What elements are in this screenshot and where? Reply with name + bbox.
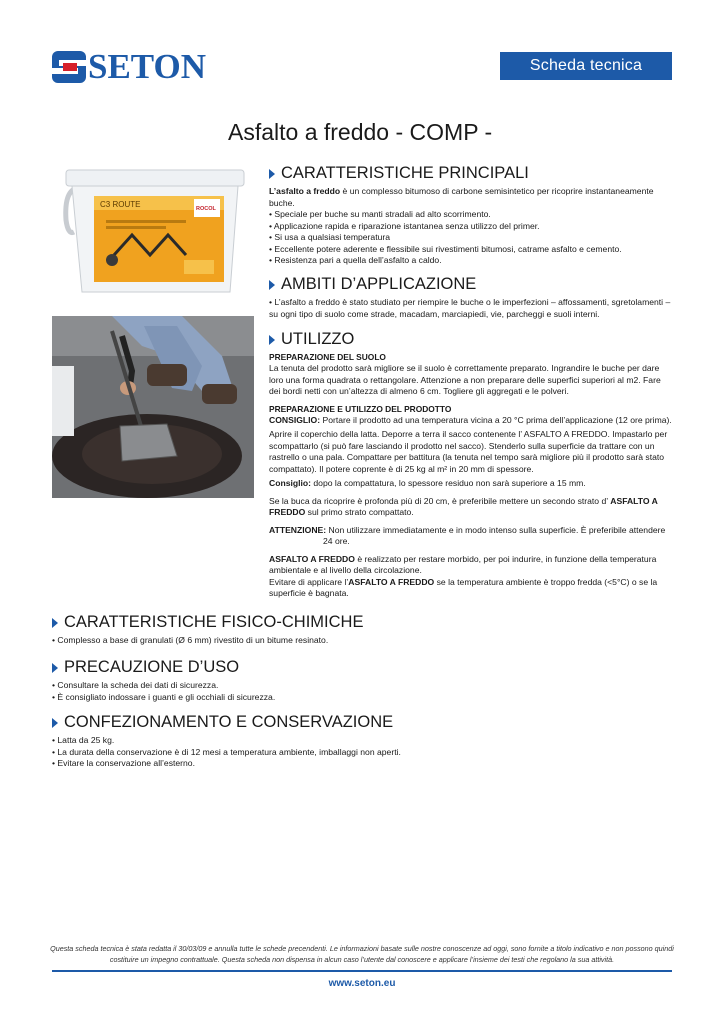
triangle-right-icon — [52, 618, 58, 628]
confezionamento-text: • Latta da 25 kg. • La durata della conservazione è di 12 mesi a temperatura ambiente, imballaggi non aperti. • Evitare la conservazione all’esterno. — [52, 735, 401, 768]
bucket-brand-text: C3 ROUTE — [100, 200, 141, 209]
logo-text: SETON — [88, 47, 207, 86]
footer-divider — [52, 970, 672, 972]
triangle-right-icon — [269, 335, 275, 345]
bucket-logo-text: ROCOL — [196, 206, 216, 212]
product-bucket-image — [54, 160, 254, 300]
section-confezionamento — [52, 713, 672, 770]
ambiti-text: • L’asfalto a freddo è stato studiato per riempire le buche o le imperfezioni – affossamenti, sgretolamenti – su ogni tipo di suolo come strade, macadam, marciapiedi, vie, parcheggi e suoli interni. — [269, 297, 671, 319]
utilizzo-p2: Aprire il coperchio della latta. Deporre a terra il sacco contenente l’ ASFALTO A FREDDO. Impastarlo per scompattarlo (si può fare lasciando il prodotto nel sacco). Stenderlo sulla superficie da trattare con un rastrello o una pala. Compattare per battitura (la tenuta nel tempo sarà migliore più il prodotto sarà stato compattato). Il potere coprente è di 25 kg al m² in 20 mm di spessore. — [269, 429, 668, 474]
footer-disclaimer: Questa scheda tecnica è stata redatta il 30/03/09 e annulla tutte le schede precendenti. Le informazioni basate sulle nostre conoscenze ad oggi, sono fornite a titolo indicativo e non possono quindi costituire un impegno contrattuale. Questa scheda non dispensa in alcun caso l’utente dal conoscere e applicare l’insieme dei testi che regolano la sua attività. — [50, 944, 674, 964]
page-title: Asfalto a freddo - COMP - — [228, 119, 493, 145]
subheading-preparazione-prodotto: PREPARAZIONE E UTILIZZO DEL PRODOTTO — [269, 403, 452, 414]
triangle-right-icon — [269, 280, 275, 290]
triangle-right-icon — [269, 169, 275, 179]
section-ambiti — [269, 275, 673, 320]
utilizzo-p1: La tenuta del prodotto sarà migliore se il suolo è correttamente preparato. Ingrandire le buche per dare loro una forma quadrata o rettangolare. Attenzione a non preparare delle superfici superiori al m2. Fare dei bordi netti con un’altezza di almeno 6 cm. Togliere gli aggregati e le polveri. — [269, 363, 661, 396]
section-precauzione — [52, 658, 672, 703]
heading-caratteristiche: CARATTERISTICHE PRINCIPALI — [269, 164, 673, 183]
seton-logo-mark — [52, 51, 86, 83]
fisico-text: • Complesso a base di granulati (Ø 6 mm) rivestito di un bitume resinato. — [52, 635, 329, 645]
heading-confezionamento: CONFEZIONAMENTO E CONSERVAZIONE — [52, 713, 672, 732]
heading-fisico: CARATTERISTICHE FISICO-CHIMICHE — [52, 613, 672, 632]
precauzione-text: • Consultare la scheda dei dati di sicurezza. • È consigliato indossare i guanti e gli occhiali di sicurezza. — [52, 680, 276, 702]
caratteristiche-text: L’asfalto a freddo è un complesso bitumoso di carbone semisintetico per ricoprire instantaneamente buche. • Speciale per buche su manti stradali ad alto scorrimento. • Applicazione rapida e riparazione istantanea senza utilizzo del primer. • Si usa a qualsiasi temperatura • Eccellente potere aderente e flessibile sui rivestimenti bitumosi, catrame asfalto e cemento. • Resistenza pari a quella dell’asfalto a caldo. — [269, 186, 654, 265]
subheading-preparazione-suolo: PREPARAZIONE DEL SUOLO — [269, 352, 386, 362]
section-utilizzo — [269, 330, 673, 600]
heading-ambiti: AMBITI D’APPLICAZIONE — [269, 275, 673, 294]
triangle-right-icon — [52, 663, 58, 673]
heading-utilizzo: UTILIZZO — [269, 330, 673, 349]
utilizzo-attenzione: ATTENZIONE: Non utilizzare immediatamente e in modo intenso sulla superficie. È preferibile attendere 24 ore. — [269, 524, 666, 546]
section-caratteristiche — [269, 164, 673, 267]
utilizzo-consiglio: CONSIGLIO: Portare il prodotto ad una temperatura vicina a 20 °C prima dell’applicazione (12 ore prima). — [269, 414, 672, 425]
utilizzo-consiglio2: Consiglio: dopo la compattatura, lo spessore residuo non sarà superiore a 15 mm. — [269, 478, 586, 488]
utilizzo-p4: ASFALTO A FREDDO è realizzato per restare morbido, per poi indurire, in funzione della temperatura ambientale e al livello della circolazione. Evitare di applicare l’ASFALTO A FREDDO se la temperatura ambiente è troppo fredda (<5°C) o se la superficie è bagnata. — [269, 553, 658, 598]
application-photo — [52, 316, 254, 498]
triangle-right-icon — [52, 718, 58, 728]
utilizzo-p3: Se la buca da ricoprire è profonda più di 20 cm, è preferibile mettere un secondo strato d’ ASFALTO A FREDDO sul primo strato compattato. — [269, 495, 658, 517]
doc-type-badge: Scheda tecnica — [500, 52, 672, 80]
section-fisico — [52, 613, 672, 647]
seton-logo — [52, 47, 207, 86]
heading-precauzione: PRECAUZIONE D’USO — [52, 658, 672, 677]
footer-website-link[interactable]: www.seton.eu — [328, 978, 396, 989]
